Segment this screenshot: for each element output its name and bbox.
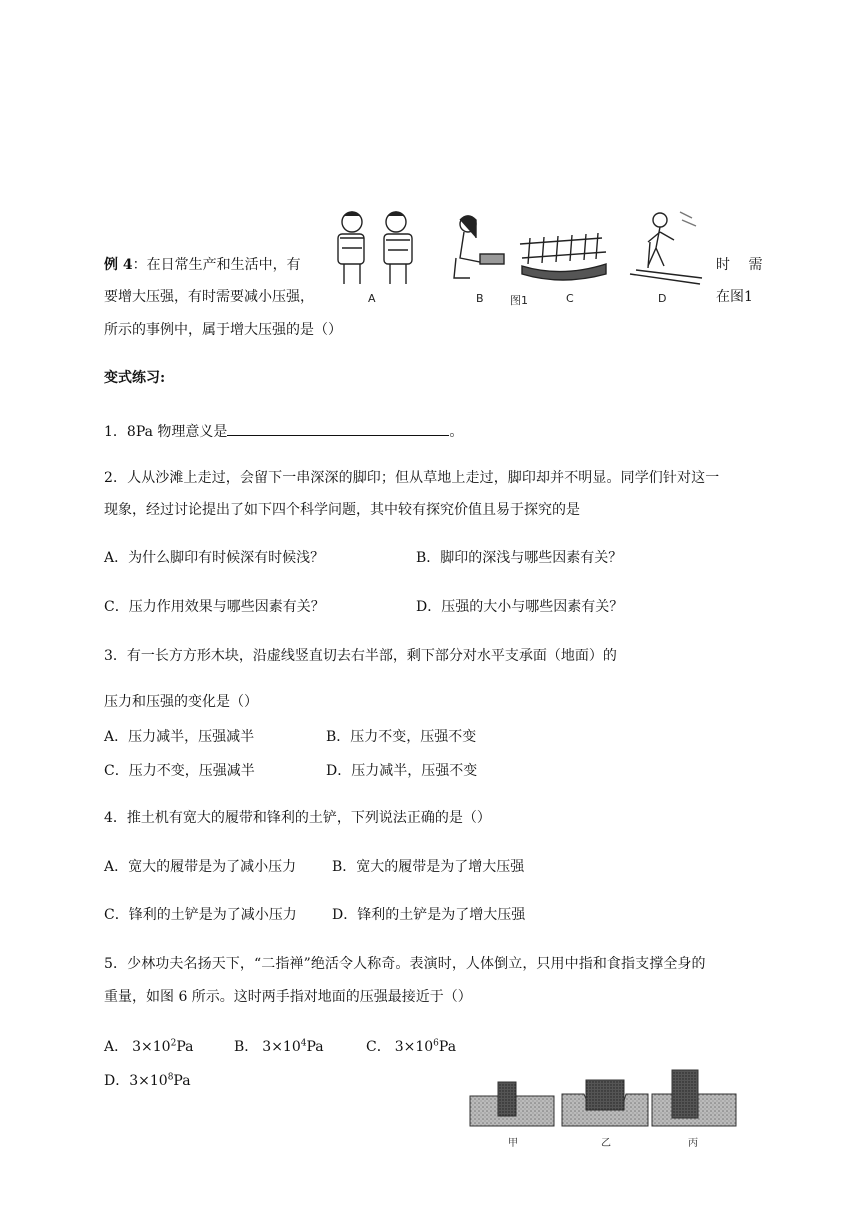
example4-line2-end: 在图1 <box>716 289 753 305</box>
figure1-label-c: C <box>566 292 574 305</box>
variant-heading: 变式练习: <box>104 370 166 386</box>
q5-option-a: A． $3\times 10^2Pa$ <box>104 1038 194 1055</box>
q4-option-b: B．宽大的履带是为了增大压强 <box>332 859 525 875</box>
q4-line1: 4．推土机有宽大的履带和锋利的土铲，下列说法正确的是（） <box>104 810 491 826</box>
q2-option-d: D．压强的大小与哪些因素有关？ <box>416 599 624 615</box>
q3-option-d: D．压力减半，压强不变 <box>326 763 478 779</box>
q4-option-a: A．宽大的履带是为了减小压力 <box>104 859 297 875</box>
figure2-label-yi: 乙 <box>601 1138 611 1149</box>
figure2-label-jia: 甲 <box>508 1138 518 1149</box>
q2-line2: 现象，经过讨论提出了如下四个科学问题，其中较有探究价值且易于探究的是 <box>104 502 580 518</box>
figure1 <box>330 208 710 308</box>
figure2-drawing <box>466 1066 746 1132</box>
q1: 1．8Pa 物理意义是 。 <box>104 421 463 442</box>
example4-label: 例 4 <box>104 257 133 273</box>
q1-blank <box>227 421 449 436</box>
q2-option-b: B．脚印的深浅与哪些因素有关？ <box>416 550 623 566</box>
figure1-drawing <box>330 208 710 290</box>
q3-line2: 压力和压强的变化是（） <box>104 694 258 710</box>
q4-option-d: D．锋利的土铲是为了增大压强 <box>332 907 526 923</box>
example4-line1: 例 4：在日常生产和生活中，有 <box>104 257 301 273</box>
q5-line1: 5．少林功夫名扬天下，“二指禅”绝活令人称奇。表演时，人体倒立，只用中指和食指支撑全身的 <box>104 956 706 972</box>
q4-option-c: C．锋利的土铲是为了减小压力 <box>104 907 297 923</box>
q3-line1: 3．有一长方方形木块，沿虚线竖直切去右半部，剩下部分对水平支承面（地面）的 <box>104 648 617 664</box>
q5-line2: 重量，如图 6 所示。这时两手指对地面的压强最接近于（） <box>104 989 472 1005</box>
q2-line1: 2．人从沙滩上走过，会留下一串深深的脚印；但从草地上走过，脚印却并不明显。同学们针对这一 <box>104 470 720 486</box>
example4-line3: 所示的事例中，属于增大压强的是（） <box>104 322 342 338</box>
figure2-yi <box>562 1080 648 1126</box>
q2-option-c: C．压力作用效果与哪些因素有关？ <box>104 599 325 615</box>
q3-option-c: C．压力不变，压强减半 <box>104 763 255 779</box>
q2-option-a: A．为什么脚印有时候深有时候浅？ <box>104 550 325 566</box>
figure1-label-a: A <box>368 292 376 305</box>
figure1-label-b: B <box>476 292 484 305</box>
figure2-label-bing: 丙 <box>688 1138 698 1149</box>
figure-d-skier <box>630 212 702 284</box>
figure2 <box>466 1066 746 1149</box>
figure1-label-d: D <box>658 292 667 305</box>
q3-option-a: A．压力减半，压强减半 <box>104 729 255 745</box>
figure2-bing <box>652 1070 736 1126</box>
example4-line1-end: 时 需 <box>716 257 763 273</box>
q3-option-b: B．压力不变，压强不变 <box>326 729 477 745</box>
figure2-jia <box>470 1082 554 1126</box>
figure-b-person <box>454 216 504 278</box>
figure1-caption: 图1 <box>510 294 528 307</box>
q5-option-c: C． $3\times 10^6Pa$ <box>366 1038 457 1055</box>
figure-c-railroad <box>520 233 606 280</box>
example4-line2: 要增大压强，有时需要减小压强， <box>104 289 314 305</box>
q5-option-b: B． $3\times 10^4Pa$ <box>234 1038 324 1055</box>
figure-a-kids <box>338 212 412 284</box>
q5-option-d: D．$3\times 10^8Pa$ <box>104 1072 191 1089</box>
